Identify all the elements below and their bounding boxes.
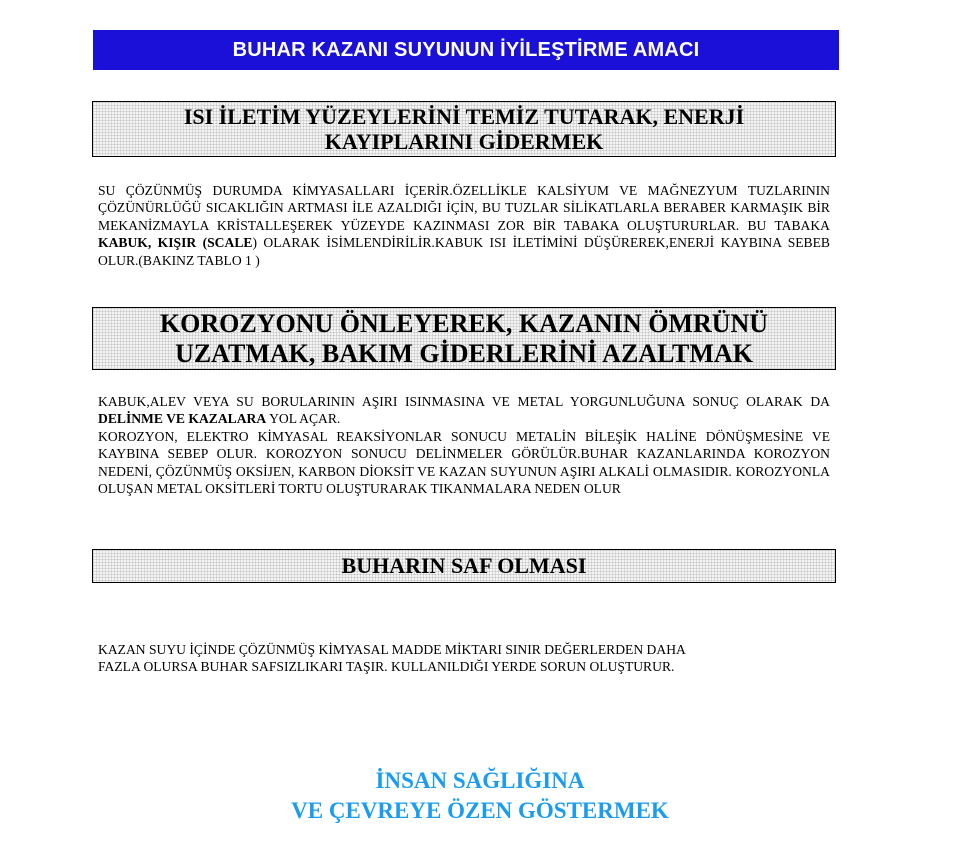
footer-slogan-line: VE ÇEVREYE ÖZEN GÖSTERMEK (291, 798, 669, 823)
section-heading-steam-purity (92, 549, 836, 583)
paragraph-text: YOL AÇAR. (266, 411, 341, 427)
paragraph-text: SU ÇÖZÜNMÜŞ DURUMDA KİMYASALLARI İÇERİR.ÖZELLİKLE KALSİYUM VE MAĞNEZYUM TUZLARININ ÇÖZÜNÜRLÜĞÜ SICAKLIĞIN ARTMASI İLE AZALDIĞI İÇİN, BU TUZLAR SİLİKATLARLA BERABER KARMAŞIK BİR MEKANİZMAYLA KRİSTALLEŞEREK YÜZEYDE KAZINMASI ZOR BİR TABAKA OLUŞTURURLAR. BU TABAKA (98, 183, 830, 233)
section-heading-line: UZATMAK, BAKIM GİDERLERİNİ AZALTMAK (175, 338, 753, 368)
paragraph-bold-text: DELİNME VE KAZALARA (98, 411, 267, 427)
paragraph: KOROZYON, ELEKTRO KİMYASAL REAKSİYONLAR SONUCU METALİN BİLEŞİK HALİNE DÖNÜŞMESİNE VE KAYBINA SEBEP OLUR. KOROZYON SONUCU DELİNMELER GÖRÜLÜR.BUHAR KAZANLARINDA KOROZYON NEDENİ, ÇÖZÜNMÜŞ OKSİJEN, KARBON DİOKSİT VE KAZAN SUYUNUN AŞIRI ALKALİ OLMASIDIR. KOROZYONLA OLUŞAN METAL OKSİTLERİ TORTU OLUŞTURARAK TIKANMALARA NEDEN OLUR (98, 428, 830, 497)
footer-slogan (180, 766, 780, 826)
section-heading-line: ISI İLETİM YÜZEYLERİNİ TEMİZ TUTARAK, ENERJİ (183, 103, 745, 129)
paragraph-text: ) OLARAK İSİMLENDİRİLİR.KABUK ISI İLETİMİNİ DÜŞÜREREK,ENERJİ KAYBINA SEBEB OLUR.(BAKINZ TABLO 1 ) (98, 235, 830, 268)
page-title: BUHAR KAZANI SUYUNUN İYİLEŞTİRME AMACI (232, 38, 700, 61)
section-heading-line: KAYIPLARINI GİDERMEK (324, 129, 604, 154)
section-heading-line: KOROZYONU ÖNLEYEREK, KAZANIN ÖMRÜNÜ (159, 308, 769, 338)
section-paragraph-scale (98, 182, 830, 269)
paragraph (98, 182, 830, 269)
paragraph-bold-text: KABUK, KIŞIR (SCALE (98, 235, 253, 251)
paragraph-line: FAZLA OLURSA BUHAR SAFSIZLIKARI TAŞIR. KULLANILDIĞI YERDE SORUN OLUŞTURUR. (98, 659, 675, 675)
section-heading-heat-transfer (92, 101, 836, 157)
section-paragraph-corrosion (98, 393, 830, 497)
paragraph-line: KAZAN SUYU İÇİNDE ÇÖZÜNMÜŞ KİMYASAL MADDE MİKTARI SINIR DEĞERLERDEN DAHA (98, 642, 686, 657)
paragraph (98, 393, 830, 428)
section-heading-line: BUHARIN SAF OLMASI (341, 553, 587, 579)
page-title-banner (93, 30, 839, 70)
footer-slogan-line: İNSAN SAĞLIĞINA (375, 768, 585, 793)
section-heading-corrosion (92, 307, 836, 370)
paragraph-text: KABUK,ALEV VEYA SU BORULARININ AŞIRI ISINMASINA VE METAL YORGUNLUĞUNA SONUÇ OLARAK DA (98, 394, 830, 409)
section-paragraph-steam-purity (98, 641, 830, 676)
